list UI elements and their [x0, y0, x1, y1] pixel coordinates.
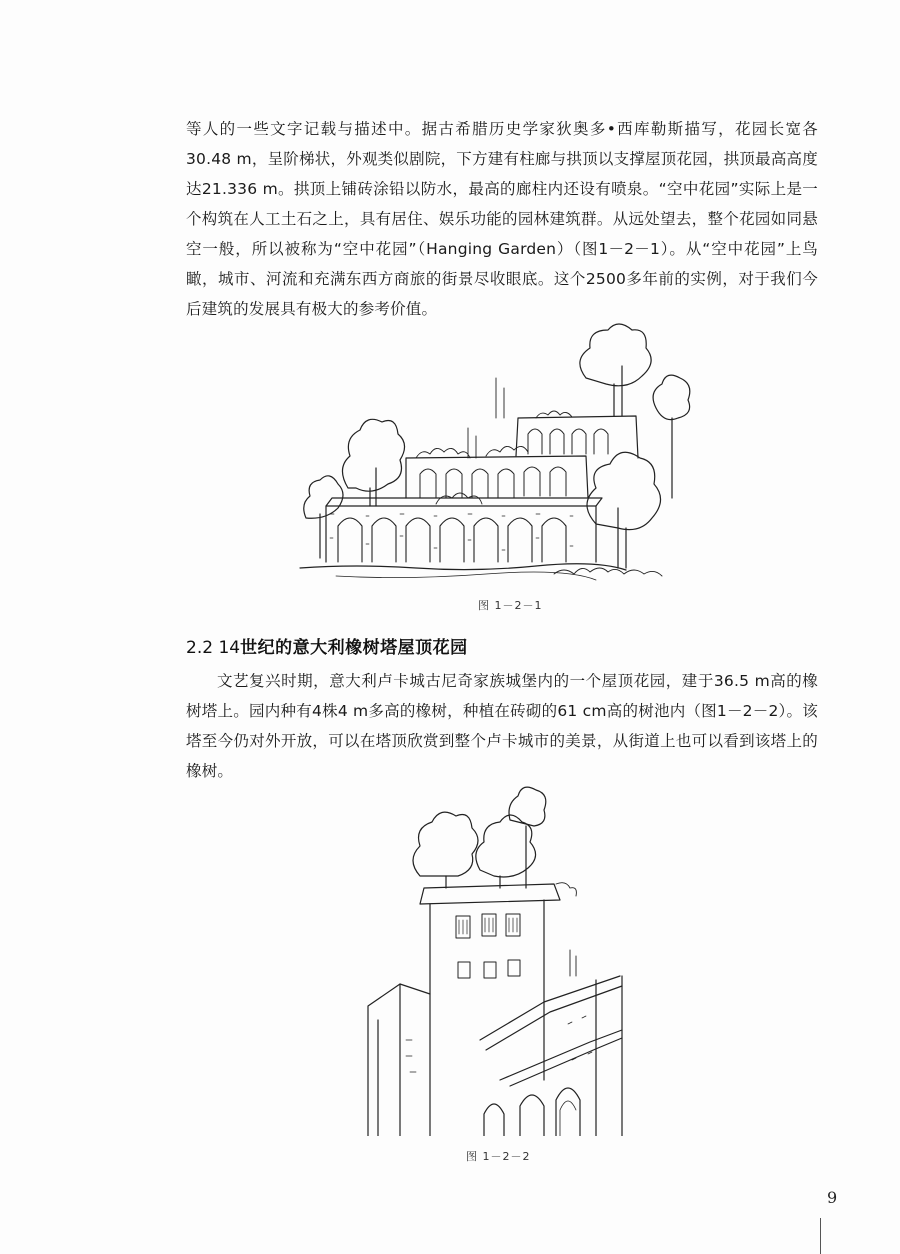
body-paragraph-oak-tower: 文艺复兴时期，意大利卢卡城古尼奇家族城堡内的一个屋顶花园，建于36.5 m高的橡树塔上。园内种有4株4 m多高的橡树，种植在砖砌的61 cm高的树池内（图1－2－2）。该塔至今仍对外开放，可以在塔顶欣赏到整个卢卡城市的美景，从街道上也可以看到该塔上的橡树。 — [186, 672, 818, 780]
page-margin-rule — [820, 1218, 821, 1254]
hanging-garden-sketch — [296, 318, 700, 590]
section-heading — [186, 636, 468, 660]
body-paragraph-hanging-garden: 等人的一些文字记载与描述中。据古希腊历史学家狄奥多•西库勒斯描写，花园长宽各30.48 m，呈阶梯状，外观类似剧院，下方建有柱廊与拱顶以支撑屋顶花园，拱顶最高高度达21.336 m。拱顶上铺砖涂铅以防水，最高的廊柱内还设有喷泉。“空中花园”实际上是一个构筑在人工土石之上，具有居住、娱乐功能的园林建筑群。从远处望去，整个花园如同悬空一般，所以被称为“空中花园”（Hanging Garden）（图1－2－1）。从“空中花园”上鸟瞰，城市、河流和充满东西方商旅的街景尽收眼底。这个2500多年前的实例，对于我们今后建筑的发展具有极大的参考价值。 — [186, 120, 818, 318]
figure-caption-1-2-2: 图 1－2－2 — [466, 1150, 531, 1163]
section-title: 世纪的意大利橡树塔屋顶花园 — [240, 638, 468, 658]
section-number: 2.2 14 — [186, 638, 241, 658]
figure-caption-1-2-1: 图 1－2－1 — [478, 599, 543, 612]
oak-tower-sketch — [360, 780, 630, 1136]
page-number: 9 — [827, 1188, 838, 1207]
